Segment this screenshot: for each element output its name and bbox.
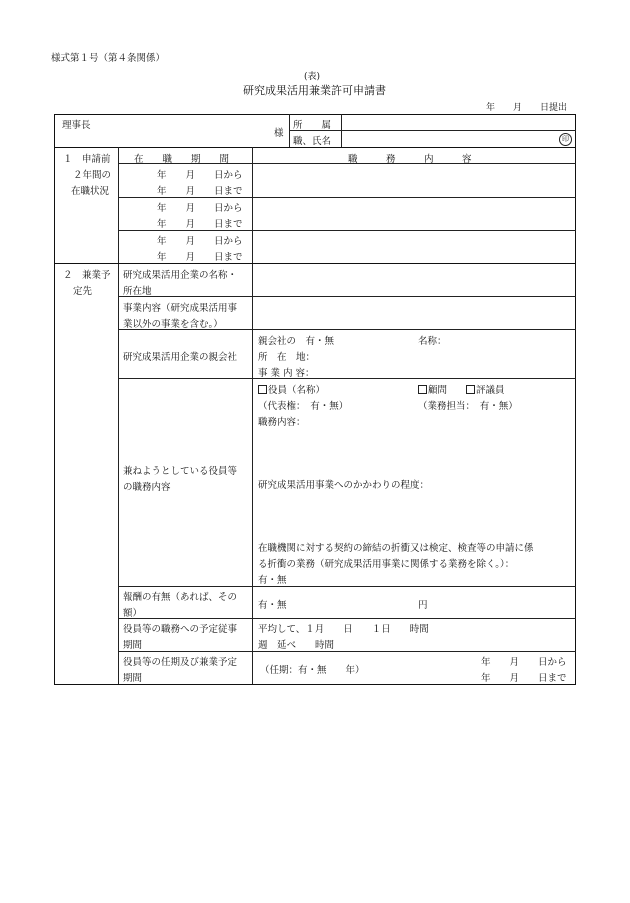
hours-label-2: 期間 [123, 640, 143, 651]
officer-role-option[interactable] [258, 382, 325, 396]
officer-negotiation-2: る折衝の業務（研究成果活用事業に関係する業務を除く。）： [258, 559, 515, 570]
history-section-label: １ 申請前 [63, 154, 111, 165]
officer-involvement: 研究成果活用事業へのかかわりの程度： [258, 480, 430, 491]
page-title: 研究成果活用兼業許可申請書 [243, 84, 386, 97]
officer-label: 兼ねようとしている役員等 [123, 466, 238, 477]
name-field[interactable] [342, 131, 560, 147]
plan-section-label: ２ 兼業予 [63, 270, 111, 281]
officer-advisor-text: 顧問 [428, 385, 448, 396]
company-name-label: 研究成果活用企業の名称・ [123, 270, 238, 281]
hours-label: 役員等の職務への予定従事 [123, 624, 238, 635]
company-name-label-2: 所在地 [123, 286, 152, 297]
col-header-period: 在 職 期 間 [134, 154, 230, 165]
history-row-1-to: 年 月 日まで [157, 186, 243, 197]
officer-rep: （代表権： 有・無） [258, 401, 349, 412]
reward-has: 有・無 [258, 600, 287, 611]
history-row-1-from: 年 月 日から [157, 170, 243, 181]
side-mark: (表) [304, 72, 321, 82]
officer-negotiation-3: 有・無 [258, 575, 287, 586]
col-header-duty: 職 務 内 容 [348, 154, 472, 165]
reward-label-2: 額） [123, 608, 143, 619]
company-name-field[interactable] [253, 264, 574, 296]
officer-negotiation: 在職機関に対する契約の締結の折衝又は検定、検査等の申請に係 [258, 543, 534, 554]
dept-label: 所 属 [293, 120, 332, 131]
hours-value-2: 週 延べ 時間 [258, 640, 335, 651]
parent-has: 親会社の 有・無 [258, 336, 335, 347]
term-from: 年 月 日から [481, 657, 567, 668]
name-label: 職、氏名 [293, 136, 332, 147]
parent-business: 事 業 内 容： [258, 368, 315, 379]
parent-name: 名称： [418, 336, 447, 347]
form-id: 様式第１号（第４条関係） [51, 53, 166, 64]
history-row-2-from: 年 月 日から [157, 203, 243, 214]
history-row-2-to: 年 月 日まで [157, 219, 243, 230]
history-row-3-from: 年 月 日から [157, 236, 243, 247]
history-section-label-2: ２年間の [73, 170, 112, 181]
parent-label: 研究成果活用企業の親会社 [123, 352, 238, 363]
officer-role-text: 役員（名称） [268, 385, 326, 396]
term-label: 役員等の任期及び兼業予定 [123, 657, 238, 668]
officer-advisor-option[interactable] [418, 382, 447, 396]
term-label-2: 期間 [123, 673, 143, 684]
history-duty-field-1[interactable] [253, 164, 574, 197]
officer-label-2: の職務内容 [123, 482, 171, 493]
seal-mark [559, 133, 572, 146]
dept-field[interactable] [342, 115, 574, 130]
term-value: （任期：有・無 年） [260, 665, 365, 676]
seal-icon: 印 [559, 133, 572, 146]
submission-date: 年 月 日提出 [486, 103, 568, 113]
history-row-3-to: 年 月 日まで [157, 252, 243, 263]
reward-unit: 円 [418, 600, 428, 611]
officer-duty: 職務内容： [258, 417, 306, 428]
history-section-label-3: 在職状況 [71, 186, 110, 197]
honorific: 様 [274, 128, 284, 139]
business-label: 事業内容（研究成果活用事 [123, 303, 238, 314]
business-label-2: 業以外の事業を含む。） [123, 319, 223, 330]
plan-section-label-2: 定先 [73, 286, 93, 297]
officer-councilor-option[interactable] [466, 382, 505, 396]
addressee: 理事長 [62, 120, 91, 131]
parent-address: 所 在 地： [258, 352, 316, 363]
term-to: 年 月 日まで [481, 673, 567, 684]
history-duty-field-2[interactable] [253, 198, 574, 230]
history-duty-field-3[interactable] [253, 231, 574, 263]
officer-councilor-text: 評議員 [476, 385, 505, 396]
business-field[interactable] [253, 297, 574, 329]
hours-value: 平均して、１月 日 １日 時間 [258, 624, 429, 635]
reward-label: 報酬の有無（あれば、その [123, 592, 238, 603]
checkbox-officer[interactable] [258, 385, 267, 394]
checkbox-advisor[interactable] [418, 385, 427, 394]
checkbox-councilor[interactable] [466, 385, 475, 394]
officer-charge: （業務担当： 有・無） [418, 401, 518, 412]
